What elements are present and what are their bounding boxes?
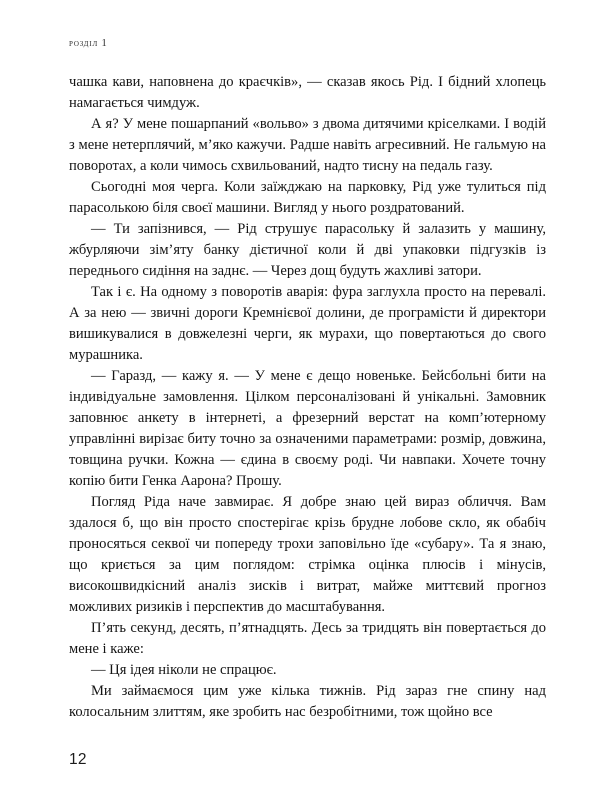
paragraph: Сьогодні моя черга. Коли заїжджаю на парковку, Рід уже тулиться під парасолькою біля своєї машини. Вигляд у нього роздратований. xyxy=(69,179,546,216)
paragraph: Ми займаємося цим уже кілька тижнів. Рід зараз гне спину над колосальним злиттям, яке зробить нас безробітними, тож щойно все xyxy=(69,683,546,720)
paragraph: Так і є. На одному з поворотів аварія: фура заглухла просто на перевалі. А за нею — звичні дороги Кремнієвої долини, де програмісти й директори вишикувалися в довжелезні черги, як мурахи, що повертаються до свого мурашника. xyxy=(69,284,546,363)
running-header: розділ 1 xyxy=(69,38,108,49)
paragraph: П’ять секунд, десять, п’ятнадцять. Десь за тридцять він повертається до мене і каже: xyxy=(69,620,546,657)
body-text-block xyxy=(69,72,546,723)
paragraph: Погляд Ріда наче завмирає. Я добре знаю цей вираз обличчя. Вам здалося б, що він просто спостерігає крізь брудне лобове скло, як обабіч проносяться секвої чи попереду трохи заповільно їде «субару». Та я знаю, що криється за цим поглядом: стрімка оцінка плюсів і мінусів, високошвидкісний аналіз зисків і витрат, майже миттєвий прогноз можливих ризиків і перспектив до масштабування. xyxy=(69,494,546,615)
page-number: 12 xyxy=(69,751,87,768)
paragraph: А я? У мене пошарпаний «вольво» з двома дитячими кріселками. І водій з мене нетерплячий, м’яко кажучи. Радше навіть агресивний. Не гальмую на поворотах, а коли чимось схвильований, надто тисну на педаль газу. xyxy=(69,116,546,174)
paragraph: — Ця ідея ніколи не спрацює. xyxy=(91,662,277,678)
paragraph: — Ти запізнився, — Рід струшує парасольку й залазить у машину, жбурляючи зім’яту банку дієтичної коли й дві упаковки підгузків із переднього сидіння на заднє. — Через дощ будуть жахливі затори. xyxy=(69,221,546,279)
paragraph: — Гаразд, — кажу я. — У мене є дещо новеньке. Бейсбольні бити на індивідуальне замовлення. Цілком персоналізовані й унікальні. Замовник заповнює анкету в інтернеті, а фрезерний верстат на комп’ютерному управлінні вирізає биту точно за означеними параметрами: розмір, довжина, товщина ручки. Кожна — єдина в своєму роді. Чи навпаки. Хочете точну копію бити Генка Аарона? Прошу. xyxy=(69,368,546,489)
paragraph: чашка кави, наповнена до краєчків», — сказав якось Рід. І бідний хлопець намагається чимдуж. xyxy=(69,74,546,111)
